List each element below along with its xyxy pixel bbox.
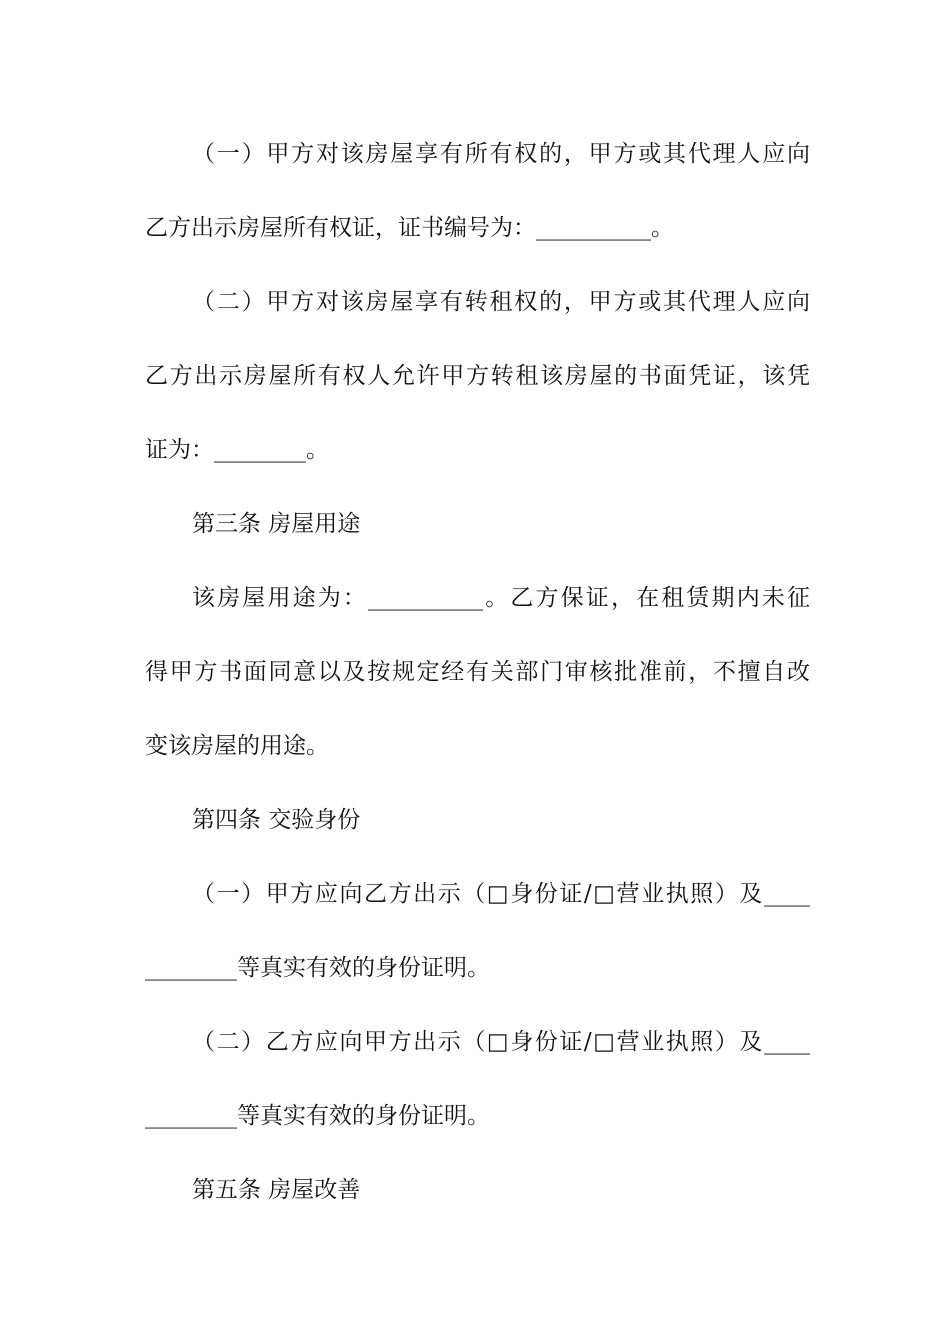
article-4-heading: 第四条 交验身份 bbox=[192, 807, 361, 833]
clause-2-2-line-2: 乙方出示房屋所有权人允许甲方转租该房屋的书面凭证，该凭 bbox=[145, 363, 810, 389]
clause-2-2-line-1: （二）甲方对该房屋享有转租权的，甲方或其代理人应向 bbox=[192, 289, 810, 315]
article-3-line-1: 该房屋用途为：__________。乙方保证，在租赁期内未征 bbox=[192, 585, 810, 611]
article-3-line-2: 得甲方书面同意以及按规定经有关部门审核批准前，不擅自改 bbox=[145, 659, 810, 685]
clause-4-1-line-2: ________等真实有效的身份证明。 bbox=[145, 955, 490, 981]
clause-2-2-line-3: 证为：________。 bbox=[145, 437, 329, 463]
clause-2-1-line-1: （一）甲方对该房屋享有所有权的，甲方或其代理人应向 bbox=[192, 141, 810, 167]
clause-4-2-line-2: ________等真实有效的身份证明。 bbox=[145, 1103, 490, 1129]
clause-2-1-line-2: 乙方出示房屋所有权证，证书编号为：__________。 bbox=[145, 215, 674, 241]
clause-4-1-line-1: （一）甲方应向乙方出示（□身份证/□营业执照）及____ bbox=[192, 881, 810, 907]
article-5-heading: 第五条 房屋改善 bbox=[192, 1177, 361, 1203]
clause-4-2-line-1: （二）乙方应向甲方出示（□身份证/□营业执照）及____ bbox=[192, 1029, 810, 1055]
article-3-heading: 第三条 房屋用途 bbox=[192, 511, 361, 537]
article-3-line-3: 变该房屋的用途。 bbox=[145, 733, 329, 759]
